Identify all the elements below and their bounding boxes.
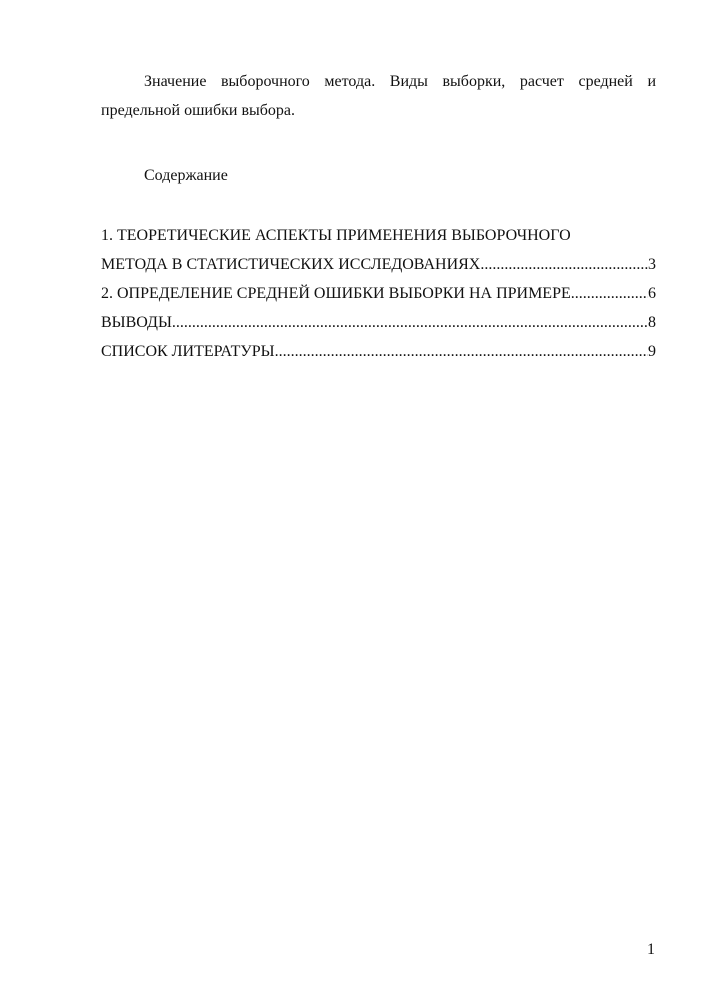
document-title: Значение выборочного метода. Виды выборки, расчет средней и предельной ошибки выбора. xyxy=(101,73,656,119)
toc-entry-label: 2. ОПРЕДЕЛЕНИЕ СРЕДНЕЙ ОШИБКИ ВЫБОРКИ НА ПРИМЕРЕ xyxy=(101,285,571,302)
toc-entry-label: ВЫВОДЫ xyxy=(101,314,172,331)
toc-heading: Содержание xyxy=(144,167,228,184)
toc-entry-1[interactable] xyxy=(101,221,656,279)
toc-entry-page: 6 xyxy=(648,285,656,302)
toc-entry-label: СПИСОК ЛИТЕРАТУРЫ xyxy=(101,343,275,360)
dot-leader xyxy=(275,337,648,366)
toc-entry-1-line1: 1. ТЕОРЕТИЧЕСКИЕ АСПЕКТЫ ПРИМЕНЕНИЯ ВЫБОРОЧНОГО xyxy=(101,227,571,244)
dot-leader xyxy=(571,279,648,308)
dot-leader xyxy=(480,250,648,279)
dot-leader xyxy=(172,308,648,337)
toc-entry-page: 9 xyxy=(648,343,656,360)
toc-entry-2[interactable] xyxy=(101,279,656,308)
toc-entry-3[interactable] xyxy=(101,308,656,337)
page-content xyxy=(101,67,656,366)
page-number: 1 xyxy=(647,941,655,958)
toc-entry-4[interactable] xyxy=(101,337,656,366)
toc-entry-page: 3 xyxy=(648,256,656,273)
toc-entry-label: МЕТОДА В СТАТИСТИЧЕСКИХ ИССЛЕДОВАНИЯХ xyxy=(101,256,481,273)
toc-entry-page: 8 xyxy=(648,314,656,331)
toc-entry-1-line2 xyxy=(101,250,656,279)
table-of-contents xyxy=(101,221,656,366)
